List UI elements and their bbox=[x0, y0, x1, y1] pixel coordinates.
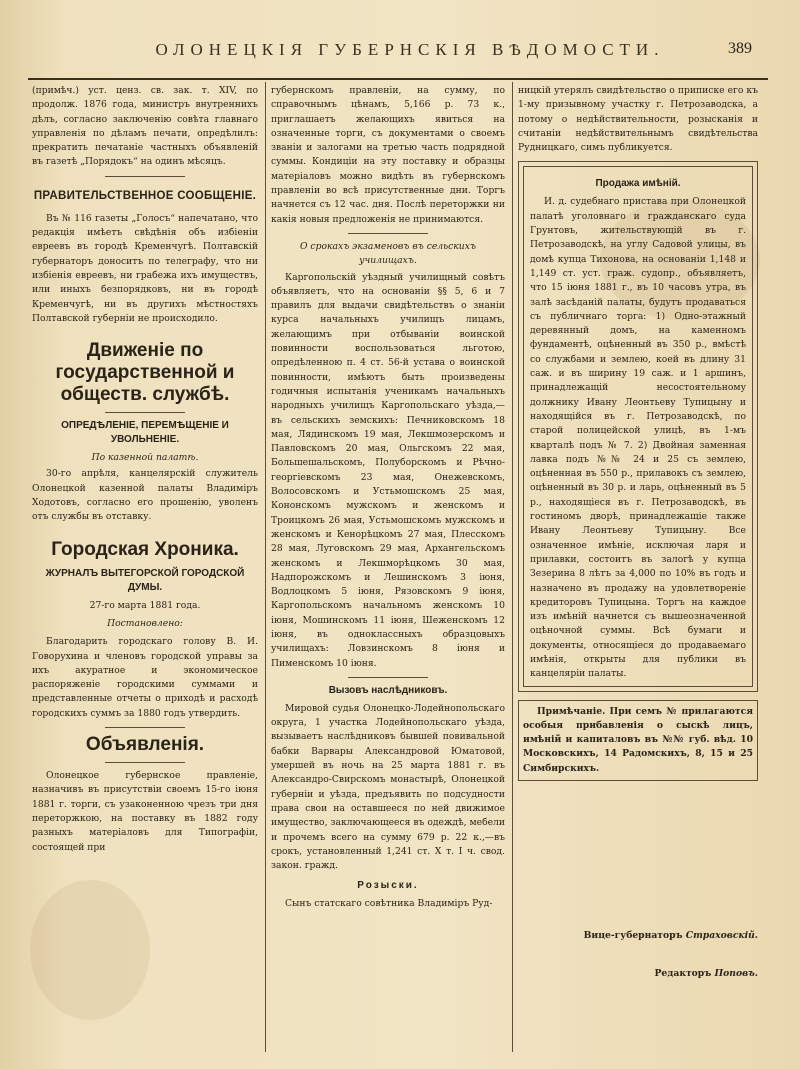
header-rule bbox=[28, 78, 768, 80]
section-heading: Вызовъ наслѣдниковъ. bbox=[328, 684, 448, 696]
lost-certificate-text: ницкій утерялъ свидѣтельство о приписке его къ 1-му призывному участку г. Петрозаводска, а потому о недѣйствительности, розысканія и считаніи недѣйствительнымъ свидѣтельства Рудницкаго, симъ публикуется. bbox=[518, 85, 758, 154]
editor-label: Редакторъ bbox=[654, 968, 712, 980]
vice-governor-label: Вице-губернаторъ bbox=[583, 930, 683, 942]
ads-text: Олонецкое губернское правленіе, назначивъ въ присутствіи своемъ 15-го іюня 1881 г. торги, съ узаконенною чрезъ три дня переторжкою, на поставку въ 1882 году разныхъ матеріаловъ для Типографіи, состоящей при bbox=[32, 770, 258, 853]
section-heading: Городская Хроника. bbox=[51, 538, 239, 560]
column-2 bbox=[271, 84, 505, 912]
section-heading: ПРАВИТЕЛЬСТВЕННОЕ СООБЩЕНІЕ. bbox=[33, 189, 257, 202]
appointment-text: 30-го апрѣля, канцелярскій служитель Олонецкой казенной палаты Владиміръ Ходотовъ, согласно его прошенію, уволенъ отъ службы въ отставку. bbox=[32, 468, 258, 523]
section-heading: Объявленія. bbox=[85, 734, 205, 756]
estate-sale-box bbox=[518, 161, 758, 691]
divider bbox=[105, 176, 185, 177]
subsection-heading: ЖУРНАЛЪ ВЫТЕГОРСКОЙ ГОРОДСКОЙ ДУМЫ. bbox=[45, 567, 245, 593]
tender-text: губернскомъ правленіи, на сумму, по справочнымъ цѣнамъ, 5,166 р. 73 к., приглашаетъ желающихъ явиться на означенные торги, съ документами о своемъ званіи и залогами на третью часть подрядной суммы. Кондиціи на эту поставку и образцы матеріаловъ можно видѣть въ губернскомъ правленіи во всѣ присутственные дни. Торгъ начнется съ 12 час. дня. Послѣ переторжки ни какія новыя предложенія не принимаются. bbox=[271, 85, 505, 225]
vice-governor-name: Страховскій. bbox=[685, 930, 758, 942]
page-number: 389 bbox=[728, 40, 752, 57]
note-text: При семъ № прилагаются особыя прибавленія о сыскѣ лицъ, имѣній и капиталовъ въ №№ губ. вѣд. 10 Московскихъ, 14 Радомскихъ, 8, 15 и 25 Симбирскихъ. bbox=[523, 705, 754, 774]
divider bbox=[105, 412, 185, 413]
column-3 bbox=[518, 84, 758, 982]
heirs-text: Мировой судья Олонецко-Лодейнопольскаго округа, 1 участка Лодейнопольскаго уѣзда, вызываетъ наслѣдниковъ бывшей повивальной бабки Варвары Александровой Юматовой, умершей въ ночь на 25 марта 1881 г. въ Александро-Свирскомъ монастырѣ, Олонецкой губерніи и уѣзда, предъявить по подсудности права свои на оставшееся по ней движимое имущество, заключающееся въ одеждѣ, мебели и прочемъ всего на сумму 679 р. 22 к.,—въ срокъ, установленный 1,241 ст. X т. I ч. свод. закон. гражд. bbox=[271, 702, 505, 872]
journal-date: 27-го марта 1881 года. bbox=[89, 599, 201, 611]
section-heading: О срокахъ экзаменовъ въ сельскихъ училищахъ. bbox=[299, 240, 477, 267]
section-heading: Розыски. bbox=[357, 880, 419, 892]
column-divider bbox=[512, 82, 513, 1052]
column-divider bbox=[265, 82, 266, 1052]
divider bbox=[348, 233, 428, 234]
decided-label: Постановлено: bbox=[107, 617, 183, 629]
divider bbox=[105, 762, 185, 763]
editor-signature bbox=[518, 967, 758, 981]
censorship-notice: (примѣч.) уст. ценз. св. зак. т. XIV, по продолж. 1876 года, министръ внутреннихъ дѣлъ, согласно заключенію совѣта главнаго управленія по дѣламъ печати, опредѣлилъ: прекратить печатаніе частныхъ объявленій въ газетѣ „Порядокъ“ на одинъ мѣсяцъ. bbox=[32, 85, 258, 168]
note bbox=[523, 705, 753, 776]
vice-governor-signature bbox=[518, 929, 758, 943]
gov-announcement-text: Въ № 116 газеты „Голосъ“ напечатано, что редакція имѣетъ свѣдѣнія объ избіеніи евреевъ въ городѣ Кременчугѣ. Полтавскій губернаторъ доноситъ по телеграфу, что ни избіенія евреевъ, ни грабежа ихъ имуществъ, или иныхъ безпорядковъ, ни въ городѣ Кременчугѣ, ни въ другихъ мѣстностяхъ Полтавской губерніи не происходило. bbox=[32, 212, 258, 324]
note-label: Примѣчаніе. bbox=[537, 705, 606, 717]
paper-stain bbox=[30, 880, 150, 1020]
newspaper-title: ОЛОНЕЦКІЯ ГУБЕРНСКІЯ ВѢДОМОСТИ. bbox=[155, 40, 665, 59]
section-heading: Движеніе по государственной и обществ. службѣ. bbox=[55, 340, 235, 406]
search-text: Сынъ статскаго совѣтника Владиміръ Руд- bbox=[285, 898, 493, 910]
column-1 bbox=[32, 84, 258, 855]
section-heading: Продажа имѣній. bbox=[595, 178, 681, 190]
journal-text: Благодарить городскаго голову В. И. Говорухина и членовъ городской управы за ихъ акуратное и экономическое распоряженіе городскими суммами и представленные отчеты о приходѣ и расходѣ городскихъ суммъ за 1880 годъ утвердить. bbox=[32, 636, 258, 719]
divider bbox=[348, 677, 428, 678]
exams-text: Каргопольскій уѣздный училищный совѣтъ объявляетъ, что на основаніи §§ 5, 6 и 7 правилъ для выдачи свидѣтельствъ о знаніи курса начальныхъ училищъ лицамъ, желающимъ при отбываніи воинской повинности воспользоваться льготою, опредѣленною п. 4 ст. 56-й устава о воинской повинности, имѣютъ быть произведены годичныя испытанія ученикамъ начальныхъ народныхъ училищъ Каргопольскаго уѣзда,—въ сельскихъ земскихъ: Печниковскомъ 18 мая, Лядинскомъ 19 мая, Лекшмозерскомъ и Павловскомъ 20 мая, Ольгскомъ 22 мая, Большешальскомъ, Полуборскомъ и Рѣчно-георгіевскомъ 23 мая, Онежевскомъ, Волосовскомъ и Устьмошскомъ 25 мая, Кононскомъ мужскомъ и женскомъ и Троицкомъ 26 мая, Устьмошскомъ мужскомъ и женскомъ и Кенорѣцкомъ 27 мая, Плесскомъ 28 мая, Луговскомъ 29 мая, Архангельскомъ женскомъ и Лекшморѣцкомъ 30 мая, Надпорожскомъ и Лешинскомъ 3 іюня, Водлоцкомъ 5 іюня, Рязовскомъ 9 іюня, Каргопольскомъ начальномъ женскомъ 10 іюня, Мошинскомъ 11 іюня, Шеженскомъ 12 іюня, въ одноклассныхъ образцовыхъ училищахъ: Ловзинскомъ 8 іюня и Пименскомъ 10 іюня. bbox=[271, 271, 505, 669]
subsection-subtitle: По казенной палатѣ. bbox=[91, 452, 199, 464]
note-box bbox=[518, 700, 758, 781]
subsection-heading: ОПРЕДѢЛЕНІЕ, ПЕРЕМѢЩЕНІЕ И УВОЛЬНЕНІЕ. bbox=[61, 420, 229, 446]
editor-name: Поповъ. bbox=[714, 968, 758, 980]
divider bbox=[105, 727, 185, 728]
estate-sale-text: И. д. судебнаго пристава при Олонецкой палатѣ уголовнаго и гражданскаго суда Грунтовъ, жительствующій въ г. Петрозаводскѣ, на углу Садовой улицы, въ домѣ купца Тихонова, на основаніи 1,148 и 1,149 ст. уст. граж. судопр., объявляетъ, что 15 іюня 1881 г., въ 10 часовъ утра, въ залѣ засѣданій палаты, будутъ продаваться съ публичнаго торга: 1) Одно-этажный деревянный домъ, на каменномъ фундаментѣ, оцѣненный въ 350 р., вмѣстѣ со службами и землею, коей въ длину 31 саж. и въ ширину 19 саж. и 1 аршинъ, принадлежащій несостоятельному должнику Ивану Леонтьеву Тупицыну и находящійся въ г. Петрозаводскѣ, по старой полицейской улицѣ, въ 1-мъ кварталѣ подъ № 7. 2) Двойная заменная лавка подъ №№ 24 и 25 съ землею, оцѣненная въ 550 р., прилавокъ съ землею, оцѣненный въ 30 р. и ларь, оцѣненный въ 5 р., находящіеся въ г. Петрозаводскѣ, въ гостиномъ дворѣ, принадлежащіе также Ивану Леонтьеву Тупицыну. Все означенное имѣніе, исключая ларя и прилавки, состоитъ въ залогѣ у купца Зезерина 8 лѣтъ за 4,000 по 10% въ годъ и назначено въ продажу на удовлетвореніе кредиторовъ Тупицына. Торгъ на каждое изъ имѣній начнется съ вышеозначенной оцѣночной суммы. Всѣ бумаги и документы, относящіеся до продаваемаго имѣнія, открыты для публики въ канцеляріи палаты. bbox=[530, 196, 746, 680]
